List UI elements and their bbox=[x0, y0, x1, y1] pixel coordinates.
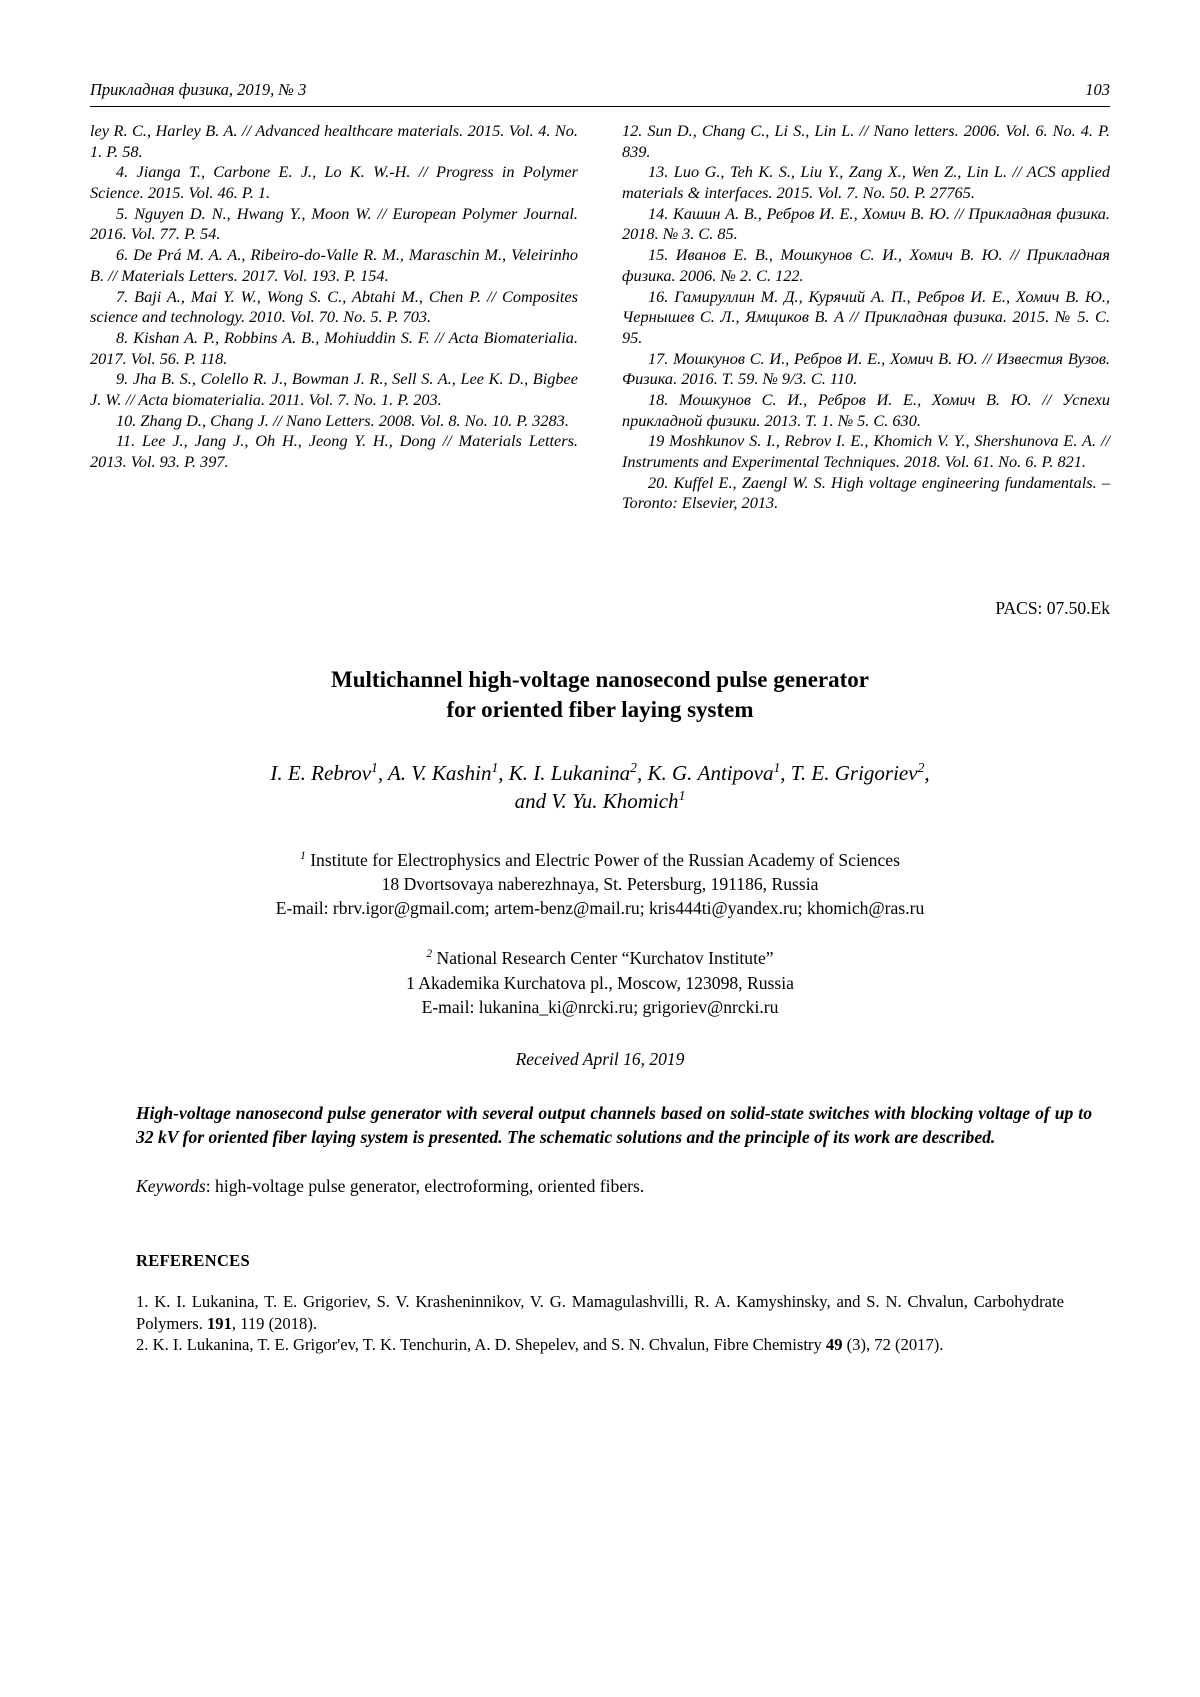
affiliation-1-address: 18 Dvortsovaya naberezhnaya, St. Petersburg, 191186, Russia bbox=[381, 873, 819, 894]
reference-item: 16. Гамируллин М. Д., Курячий А. П., Ребров И. Е., Хомич В. Ю., Чернышев С. Л., Ямщиков В. А // Прикладная физика. 2015. № 5. С. 95. bbox=[622, 286, 1110, 347]
reference-item: 15. Иванов Е. В., Мошкунов С. И., Хомич В. Ю. // Прикладная физика. 2006. № 2. С. 122. bbox=[622, 245, 1110, 285]
reference-entry-volume: 49 bbox=[825, 1335, 843, 1355]
reference-columns bbox=[90, 121, 1110, 514]
page-number: 103 bbox=[1085, 80, 1110, 99]
reference-column-left bbox=[90, 121, 578, 514]
journal-name: Прикладная физика, 2019, № 3 bbox=[90, 80, 307, 99]
affiliation-1-name: $^1$ Institute for Electrophysics and Electric Power of the Russian Academy of Sciences bbox=[300, 849, 900, 870]
reference-entry bbox=[136, 1334, 1064, 1356]
reference-item: 20. Kuffel E., Zaengl W. S. High voltage engineering fundamentals. – Toronto: Elsevier, 2013. bbox=[622, 472, 1110, 513]
reference-entry-text: 1. K. I. Lukanina, T. E. Grigoriev, S. V. Krasheninnikov, V. G. Mamagulashvilli, R. A. Kamyshinsky, and S. N. Chvalun, Carbohydrate Polymers. bbox=[136, 1291, 1064, 1333]
received-date: Received April 16, 2019 bbox=[515, 1049, 685, 1070]
page-title bbox=[90, 665, 1110, 725]
reference-entry-volume: 191 bbox=[207, 1313, 232, 1333]
reference-item: 19 Moshkunov S. I., Rebrov I. E., Khomich V. Y., Shershunova E. A. // Instruments and Experimental Techniques. 2018. Vol. 61. No. 6. P. 821. bbox=[622, 431, 1110, 471]
reference-item: 5. Nguyen D. N., Hwang Y., Moon W. // European Polymer Journal. 2016. Vol. 77. P. 54. bbox=[90, 203, 578, 244]
reference-item: 10. Zhang D., Chang J. // Nano Letters. 2008. Vol. 8. No. 10. P. 3283. bbox=[116, 410, 569, 430]
reference-item: 8. Kishan A. P., Robbins A. B., Mohiuddin S. F. // Acta Biomaterialia. 2017. Vol. 56. P. 118. bbox=[90, 327, 578, 368]
reference-entry-tail: , 119 (2018). bbox=[231, 1313, 317, 1333]
keywords bbox=[136, 1176, 1110, 1197]
affiliation-1 bbox=[90, 848, 1110, 921]
author-list bbox=[90, 759, 1110, 816]
affiliation-2-email: E-mail: lukanina_ki@nrcki.ru; grigoriev@nrcki.ru bbox=[421, 996, 779, 1017]
reference-entry-tail: (3), 72 (2017). bbox=[842, 1335, 944, 1355]
abstract: High-voltage nanosecond pulse generator with several output channels based on solid-state switches with blocking voltage of up to 32 kV for oriented fiber laying system is presented. The schematic solutions and the principle of its work are described. bbox=[136, 1103, 1092, 1148]
affiliation-2 bbox=[90, 946, 1110, 1019]
reference-entry-text: 2. K. I. Lukanina, T. E. Grigor'ev, T. K. Tenchurin, A. D. Shepelev, and S. N. Chvalun, Fibre Chemistry bbox=[136, 1335, 826, 1355]
keywords-text: : high-voltage pulse generator, electroforming, oriented fibers. bbox=[205, 1175, 645, 1196]
authors-line-2: and V. Yu. Khomich$^1$ bbox=[514, 788, 686, 814]
reference-item: 18. Мошкунов С. И., Ребров И. Е., Хомич В. Ю. // Успехи прикладной физики. 2013. Т. 1. № 5. С. 630. bbox=[622, 389, 1110, 430]
title-line-2: for oriented fiber laying system bbox=[446, 696, 754, 722]
reference-item: 7. Baji A., Mai Y. W., Wong S. C., Abtahi M., Chen P. // Composites science and technology. 2010. Vol. 70. No. 5. P. 703. bbox=[90, 286, 578, 327]
page-container bbox=[90, 80, 1110, 1356]
reference-item: 6. De Prá M. A. A., Ribeiro-do-Valle R. M., Maraschin M., Veleirinho B. // Materials Letters. 2017. Vol. 193. P. 154. bbox=[90, 245, 578, 285]
title-line-1: Multichannel high-voltage nanosecond pulse generator bbox=[331, 667, 869, 693]
references-list bbox=[136, 1291, 1064, 1356]
reference-entry bbox=[136, 1291, 1064, 1334]
running-head bbox=[90, 80, 1110, 107]
affiliation-2-institution: National Research Center “Kurchatov Institute” bbox=[436, 948, 774, 969]
affiliation-1-institution: Institute for Electrophysics and Electric Power of the Russian Academy of Sciences bbox=[310, 849, 900, 870]
reference-item: 13. Luo G., Teh K. S., Liu Y., Zang X., Wen Z., Lin L. // ACS applied materials & interfaces. 2015. Vol. 7. No. 50. P. 27765. bbox=[622, 162, 1110, 203]
reference-column-right bbox=[622, 121, 1110, 514]
reference-item: ley R. C., Harley B. A. // Advanced healthcare materials. 2015. Vol. 4. No. 1. P. 58. bbox=[90, 121, 578, 161]
keywords-label: Keywords bbox=[136, 1175, 206, 1196]
reference-item: 17. Мошкунов С. И., Ребров И. Е., Хомич В. Ю. // Известия Вузов. Физика. 2016. Т. 59. № 9/3. С. 110. bbox=[622, 348, 1110, 389]
affiliation-2-name: $^2$ National Research Center “Kurchatov Institute” bbox=[426, 948, 774, 969]
affiliation-2-address: 1 Akademika Kurchatova pl., Moscow, 123098, Russia bbox=[406, 972, 794, 993]
affiliation-1-email: E-mail: rbrv.igor@gmail.com; artem-benz@mail.ru; kris444ti@yandex.ru; khomich@ras.ru bbox=[275, 898, 925, 919]
authors-line-1: I. E. Rebrov$^1$, A. V. Kashin$^1$, K. I. Lukanina$^2$, K. G. Antipova$^1$, T. E. Grigoriev$^2$, bbox=[270, 759, 930, 785]
reference-item: 4. Jianga T., Carbone E. J., Lo K. W.-H. // Progress in Polymer Science. 2015. Vol. 46. P. 1. bbox=[90, 162, 578, 203]
references-heading: REFERENCES bbox=[136, 1250, 250, 1270]
reference-item: 12. Sun D., Chang C., Li S., Lin L. // Nano letters. 2006. Vol. 6. No. 4. P. 839. bbox=[622, 121, 1110, 161]
reference-item: 11. Lee J., Jang J., Oh H., Jeong Y. H., Dong // Materials Letters. 2013. Vol. 93. P. 397. bbox=[90, 431, 578, 471]
reference-item: 14. Кашин А. В., Ребров И. Е., Хомич В. Ю. // Прикладная физика. 2018. № 3. С. 85. bbox=[622, 203, 1110, 244]
affiliations bbox=[90, 848, 1110, 1020]
pacs-code: PACS: 07.50.Ek bbox=[995, 598, 1110, 619]
reference-item: 9. Jha B. S., Colello R. J., Bowman J. R., Sell S. A., Lee K. D., Bigbee J. W. // Acta biomaterialia. 2011. Vol. 7. No. 1. P. 203. bbox=[90, 369, 578, 409]
